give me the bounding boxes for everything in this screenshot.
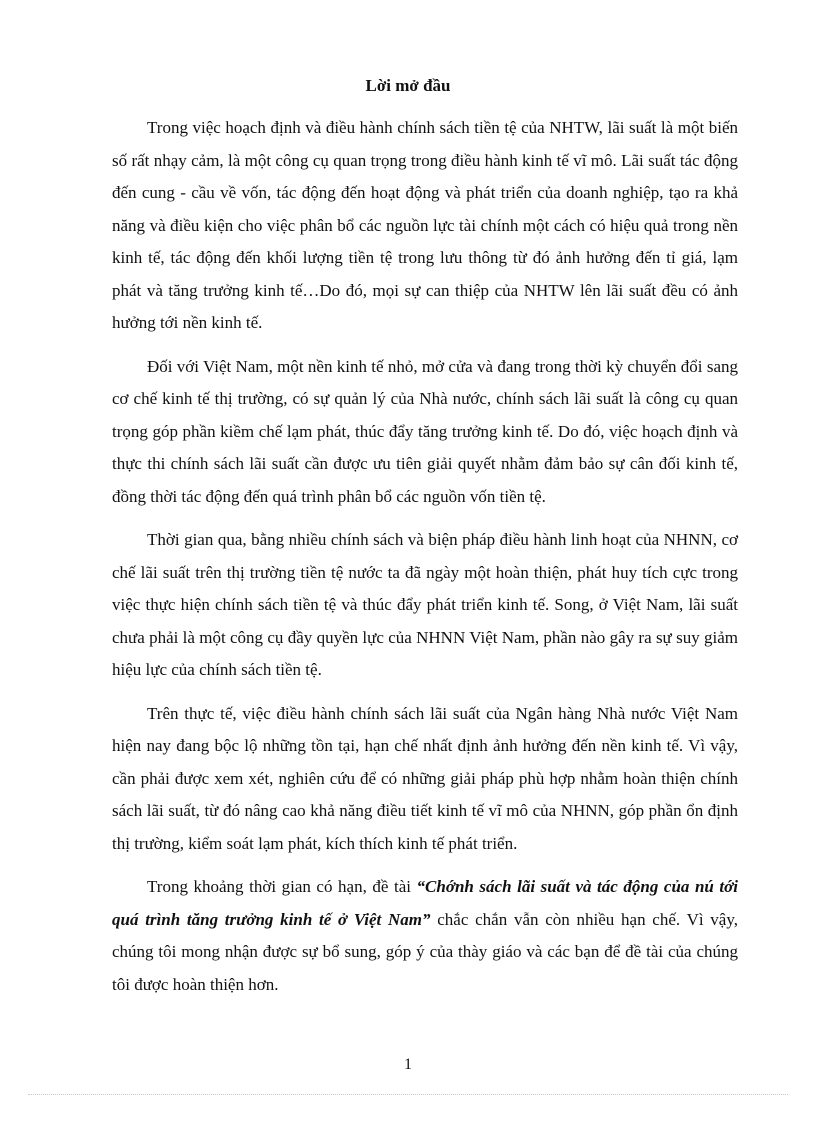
document-body [112,112,738,1001]
paragraph-4: Trên thực tế, việc điều hành chính sách lãi suất của Ngân hàng Nhà nước Việt Nam hiện nay đang bộc lộ những tồn tại, hạn chế nhất định ảnh hưởng đến nền kinh tế. Vì vậy, cần phải được xem xét, nghiên cứu để có những giải pháp phù hợp nhằm hoàn thiện chính sách lãi suất, từ đó nâng cao khả năng điều tiết kinh tế vĩ mô của NHNN, góp phần ổn định thị trường, kiểm soát lạm phát, kích thích kinh tế phát triển. [112,703,738,853]
page-number: 1 [404,1056,412,1073]
page-title: Lời mở đầu [365,76,451,95]
paragraph-5-lead: Trong khoảng thời gian có hạn, đề tài [147,877,417,896]
thesis-title-emphasis: “Chớnh sách lãi suất và tác động của nú tới quá trình tăng trưởng kinh tế ở Việt Nam” [112,877,738,929]
paragraph-5-tail: chắc chắn vẫn còn nhiều hạn chế. Vì vậy, chúng tôi mong nhận được sự bổ sung, góp ý của thày giáo và các bạn để đề tài của chúng tôi được hoàn thiện hơn. [112,909,738,994]
page-divider [28,1094,788,1095]
paragraph-3: Thời gian qua, bằng nhiều chính sách và biện pháp điều hành linh hoạt của NHNN, cơ chế lãi suất trên thị trường tiền tệ nước ta đã ngày một hoàn thiện, phát huy tích cực trong việc thực hiện chính sách tiền tệ và thúc đẩy phát triển kinh tế. Song, ở Việt Nam, lãi suất chưa phải là một công cụ đầy quyền lực của NHNN Việt Nam, phần nào gây ra sự suy giảm hiệu lực của chính sách tiền tệ. [112,530,738,679]
paragraph-1: Trong việc hoạch định và điều hành chính sách tiền tệ của NHTW, lãi suất là một biến số rất nhạy cảm, là một công cụ quan trọng trong điều hành kinh tế vĩ mô. Lãi suất tác động đến cung - cầu về vốn, tác động đến hoạt động và phát triển của doanh nghiệp, tạo ra khả năng và điều kiện cho việc phân bổ các nguồn lực tài chính một cách có hiệu quả trong nền kinh tế, tác động đến khối lượng tiền tệ trong lưu thông từ đó ảnh hưởng đến tỉ giá, lạm phát và tăng trưởng kinh tế…Do đó, mọi sự can thiệp của NHTW lên lãi suất đều có ảnh hưởng tới nền kinh tế. [112,118,738,332]
paragraph-2: Đối với Việt Nam, một nền kinh tế nhỏ, mở cửa và đang trong thời kỳ chuyển đổi sang cơ chế kinh tế thị trường, có sự quản lý của Nhà nước, chính sách lãi suất là công cụ quan trọng góp phần kiềm chế lạm phát, thúc đẩy tăng trưởng kinh tế. Do đó, việc hoạch định và thực thi chính sách lãi suất cần được ưu tiên giải quyết nhằm đảm bảo sự cân đối kinh tế, đồng thời tác động đến quá trình phân bổ các nguồn vốn tiền tệ. [112,356,738,506]
paragraph-5 [112,871,738,1001]
